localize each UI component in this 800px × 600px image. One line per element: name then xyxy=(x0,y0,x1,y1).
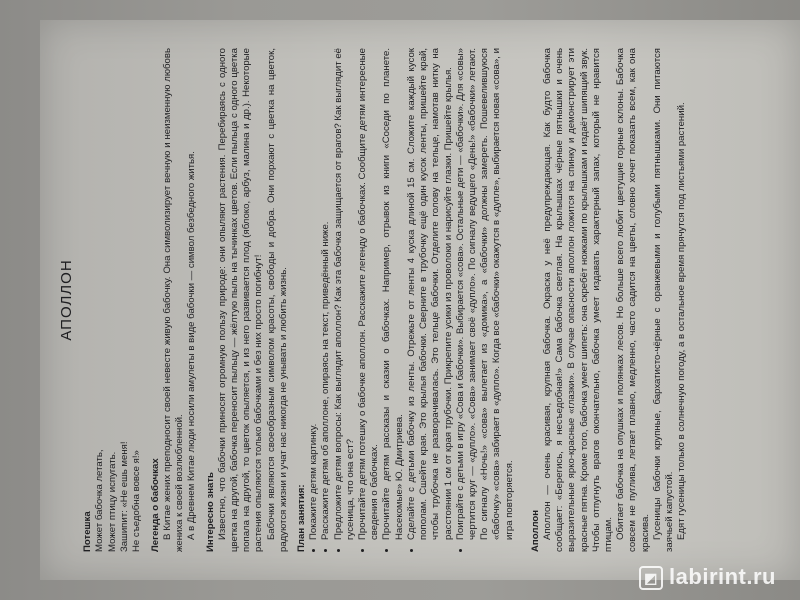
watermark-text: labirint.ru xyxy=(669,563,776,589)
plan-list xyxy=(308,48,515,552)
apollo-paragraph: Едят гусеницы только в солнечную погоду, а в остальное время прячутся под листьями растений. xyxy=(676,102,688,540)
interesting-title: Интересно знать xyxy=(204,472,216,552)
poem-line: Зашипит: «Не ешь меня! xyxy=(119,441,131,552)
plan-item: • Покажите детям картинку. xyxy=(308,48,320,540)
section-gap xyxy=(516,48,524,552)
plan-item: • Расскажите детям об аполлоне, опираясь на текст, приведённый ниже. xyxy=(320,48,332,540)
apollo-title: Аполлон xyxy=(529,509,541,552)
plan-title: План занятия: xyxy=(296,484,308,552)
poem-line: Может птицу испугать. xyxy=(106,451,118,552)
poem-line: Не съедобна вовсе я!» xyxy=(131,450,143,552)
legend-paragraph: В Китае жених преподносит своей невесте живую бабочку. Она символизирует вечную и неизменную любовь жениха к своей возлюбленной. xyxy=(162,48,186,552)
interesting-paragraph: Бабочки являются своеобразным символом красоты, свободы и добра. Они порхают с цветка на цветок, радуются жизни и учат нас никогда не унывать и любить жизнь. xyxy=(265,48,289,552)
apollo-paragraph: Аполлон — очень красивая, крупная бабочка. Окраска у неё предупреждающая. Как будто бабочка сообщает: «Берегись, я несъедобная!» Сама бабочка светлая. На крылышках чёрные пятнышки и очень выразительные ярко-красные «глазки». В случае опасности аполлон ложится на спинку и демонстрирует эти красные пятна. Кроме того, бабочка умеет шипеть: она скребёт ножками по крылышкам и издаёт шипящий звук. Чтобы отпугнуть врагов окончательно, бабочка умеет издавать характерный запах, который не нравится птицам. xyxy=(541,48,614,552)
labirint-logo-icon: ◩ xyxy=(639,566,663,590)
apollo-paragraph: Гусеницы бабочки крупные, бархатисто-чёрные с оранжевыми и голубыми пятнышками. Они питаются заячьей капустой. xyxy=(651,48,675,552)
page-content xyxy=(40,20,800,580)
legend-title: Легенда о бабочках xyxy=(149,458,161,552)
legend-paragraph: А в Древнем Китае люди носили амулеты в виде бабочки — символ безбедного житья. xyxy=(186,151,198,540)
plan-item: • Прочитайте детям потешку о бабочке аполлон. Расскажите легенду о бабочках. Сообщите детям интересные сведения о бабочках. xyxy=(357,48,381,540)
poem xyxy=(94,48,144,552)
poem-line: Может бабочка летать, xyxy=(94,449,106,552)
page-title: АПОЛЛОН xyxy=(58,259,75,341)
interesting-paragraph: Известно, что бабочки приносят огромную пользу природе: они опыляют растения. Перебираясь с одного цветка на другой, бабочка переносит пыльцу — жёлтую пыль на тычинках цветов. Если пыльца с одного цветка попала на другой, то цветок опыляется, и из него развивается плод (яблоко, арбуз, малина и др.). Некоторые растения опыляются только бабочками и без них просто погибнут! xyxy=(216,48,265,552)
plan-item: • Прочитайте детям рассказы и сказки о бабочках. Например, отрывок из книги «Соседи по планете. Насекомые» Ю. Дмитриева. xyxy=(381,48,405,540)
plan-item: • Предложите детям вопросы: Как выглядит аполлон? Как эта бабочка защищается от врагов? Как выглядит её гусеница, что она ест? xyxy=(333,48,357,540)
watermark xyxy=(639,564,776,590)
plan-item: • Поиграйте с детьми в игру «Сова и бабочки». Выбирается «сова». Остальные дети — «бабочки». Для «совы» чертится круг — «дупло». «Сова» занимает своё «дупло». По сигналу ведущего «День!» «бабочки» летают. По сигналу «Ночь!» «сова» вылетает из «домика», а «бабочки» должны замереть. Пошевелившуюся «бабочку» «сова» забирает в «дупло». Когда все «бабочки» окажутся в «дупле», выбирается новая «сова», и игра повторяется. xyxy=(455,48,516,540)
plan-item: • Сделайте с детьми бабочку из ленты. Отрежьте от ленты 4 куска длиной 15 см. Сложите каждый кусок пополам. Сшейте края. Это крылья бабочки. Сверните в трубочку ещё один кусок ленты, пришейте край, чтобы трубочка не разворачивалась. Это тельце бабочки. Отделите голову на тельце, намотав нитку на расстоянии 1 см от края трубочки. Прикрепите усики из проволоки и нарисуйте глазки. Пришейте крылья. xyxy=(406,48,455,540)
apollo-paragraph: Обитает бабочка на опушках и полянках лесов. Но больше всего любит цветущие горные склоны. Бабочка совсем не пуглива, летает плавно, медленно, часто садится на цветы, словно хочет показать всем, как она красива. xyxy=(615,48,651,552)
poem-title: Потешка xyxy=(82,511,93,552)
